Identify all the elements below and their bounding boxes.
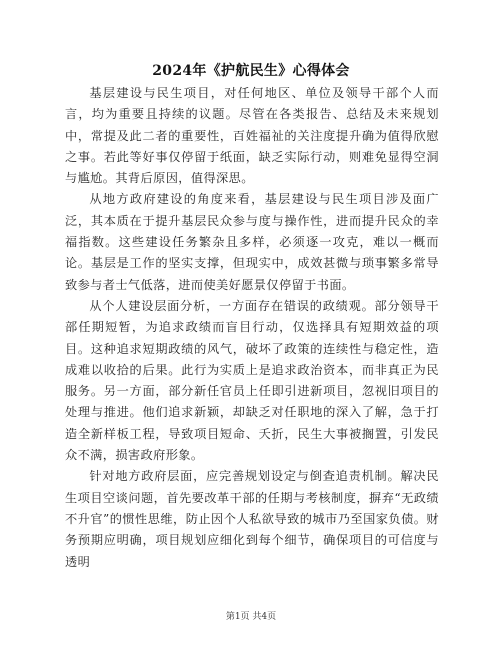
body-paragraph: 基层建设与民生项目，对任何地区、单位及领导干部个人而言，均为重要且持续的议题。尽管在各类报告、总结及未来规划中，常提及此二者的重要性，百姓福祉的关注度提升确为值得欣慰之事。若此等好事仅停留于纸面，缺乏实际行动，则难免显得空洞与尴尬。其背后原因，值得深思。 <box>65 86 439 186</box>
page-number-footer: 第1页 共4页 <box>225 612 277 622</box>
body-paragraph: 从地方政府建设的角度来看，基层建设与民生项目涉及面广泛，其本质在于提升基层民众参与度与操作性，进而提升民众的幸福指数。这些建设任务繁杂且多样，必须逐一攻克，难以一概而论。基层是工作的坚实支撑，但现实中，成效甚微与琐事繁多常导致参与者士气低落，进而使美好愿景仅停留于书面。 <box>65 192 439 292</box>
document-body <box>65 83 439 573</box>
document-title: 2024年《护航民生》心得体会 <box>152 63 350 79</box>
body-paragraph: 针对地方政府层面，应完善规划设定与倒查追责机制。解决民生项目空谈问题，首先要改革干部的任期与考核制度，摒弃“无政绩不升官”的惯性思维，防止因个人私欲导致的城市乃至国家负债。财务预期应明确，项目规划应细化到每个细节，确保项目的可信度与透明 <box>65 469 439 569</box>
body-paragraph: 从个人建设层面分析，一方面存在错误的政绩观。部分领导干部任期短暂，为追求政绩而盲目行动，仅选择具有短期效益的项目。这种追求短期政绩的风气，破坏了政策的连续性与稳定性，造成难以收拾的后果。此行为实质上是追求政治资本，而非真正为民服务。另一方面，部分新任官员上任即引进新项目，忽视旧项目的处理与推进。他们追求新颖，却缺乏对任职地的深入了解，急于打造全新样板工程，导致项目短命、夭折，民生大事被搁置，引发民众不满，损害政府形象。 <box>65 298 439 463</box>
